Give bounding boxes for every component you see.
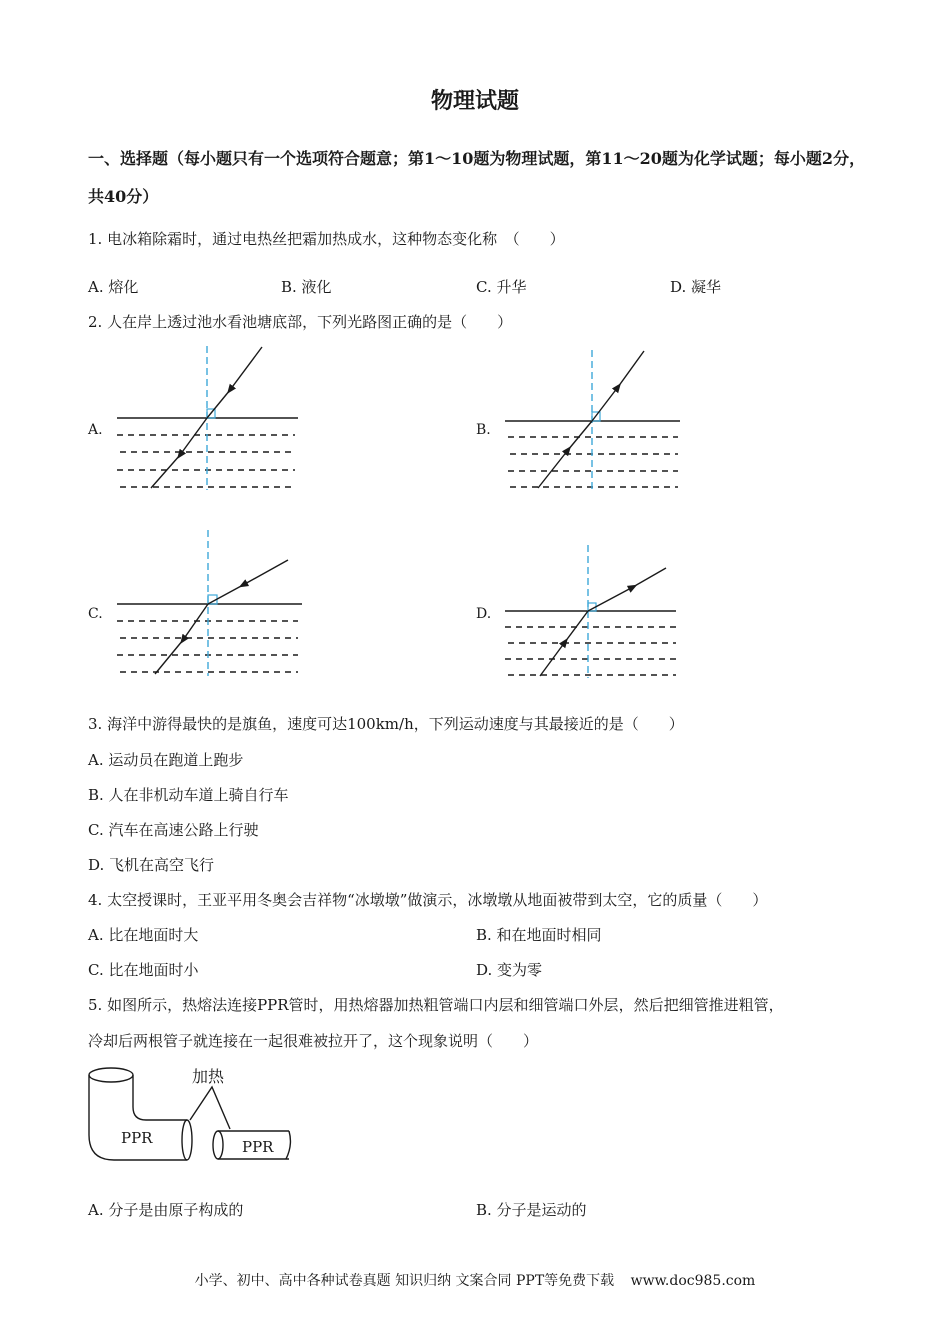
footer xyxy=(0,1270,950,1290)
q4-option-b: B. 和在地面时相同 xyxy=(476,926,602,944)
q1-option-b: B. 液化 xyxy=(281,278,332,296)
q4-option-a: A. 比在地面时大 xyxy=(88,926,199,944)
question-1: 1. 电冰箱除霜时，通过电热丝把霜加热成水，这种物态变化称 （ ） xyxy=(88,230,565,248)
heat-label: 加热 xyxy=(192,1067,225,1086)
question-4: 4. 太空授课时，王亚平用冬奥会吉祥物“冰墩墩”做演示，冰墩墩从地面被带到太空，它的质量（ ） xyxy=(88,891,768,909)
q3-option-c: C. 汽车在高速公路上行驶 xyxy=(88,821,259,839)
footer-url[interactable]: www.doc985.com xyxy=(630,1273,756,1289)
q1-option-d: D. 凝华 xyxy=(670,278,722,296)
question-5-line-1: 5. 如图所示，热熔法连接PPR管时，用热熔器加热粗管端口内层和细管端口外层，然后把细管推进粗管， xyxy=(88,996,784,1014)
q4-option-c: C. 比在地面时小 xyxy=(88,961,199,979)
section-heading: 一、选择题（每小题只有一个选项符合题意；第1～10题为物理试题，第11～20题为化学试题；每小题2分，共40分） xyxy=(88,149,866,206)
question-2: 2. 人在岸上透过池水看池塘底部，下列光路图正确的是（ ） xyxy=(88,313,513,331)
question-3: 3. 海洋中游得最快的是旗鱼，速度可达100km/h，下列运动速度与其最接近的是（ ） xyxy=(88,715,684,733)
q1-option-a: A. 熔化 xyxy=(88,278,139,296)
q5-option-a: A. 分子是由原子构成的 xyxy=(88,1201,244,1219)
q2-label-d: D. xyxy=(476,606,492,622)
pipe-label-thin: PPR xyxy=(242,1138,274,1156)
q4-option-d: D. 变为零 xyxy=(476,961,543,979)
q5-option-b: B. 分子是运动的 xyxy=(476,1201,587,1219)
q3-option-b: B. 人在非机动车道上骑自行车 xyxy=(88,786,289,804)
page-title: 物理试题 xyxy=(430,88,519,114)
q3-option-d: D. 飞机在高空飞行 xyxy=(88,856,215,874)
q3-option-a: A. 运动员在跑道上跑步 xyxy=(88,751,244,769)
footer-text: 小学、初中、高中各种试卷真题 知识归纳 文案合同 PPT等免费下载 xyxy=(194,1273,615,1289)
question-5-line-2: 冷却后两根管子就连接在一起很难被拉开了，这个现象说明（ ） xyxy=(88,1032,539,1050)
q1-option-c: C. 升华 xyxy=(476,278,527,296)
q2-label-a: A. xyxy=(88,422,103,438)
q2-label-b: B. xyxy=(476,422,491,438)
q2-label-c: C. xyxy=(88,606,103,622)
pipe-label-thick: PPR xyxy=(121,1129,153,1147)
